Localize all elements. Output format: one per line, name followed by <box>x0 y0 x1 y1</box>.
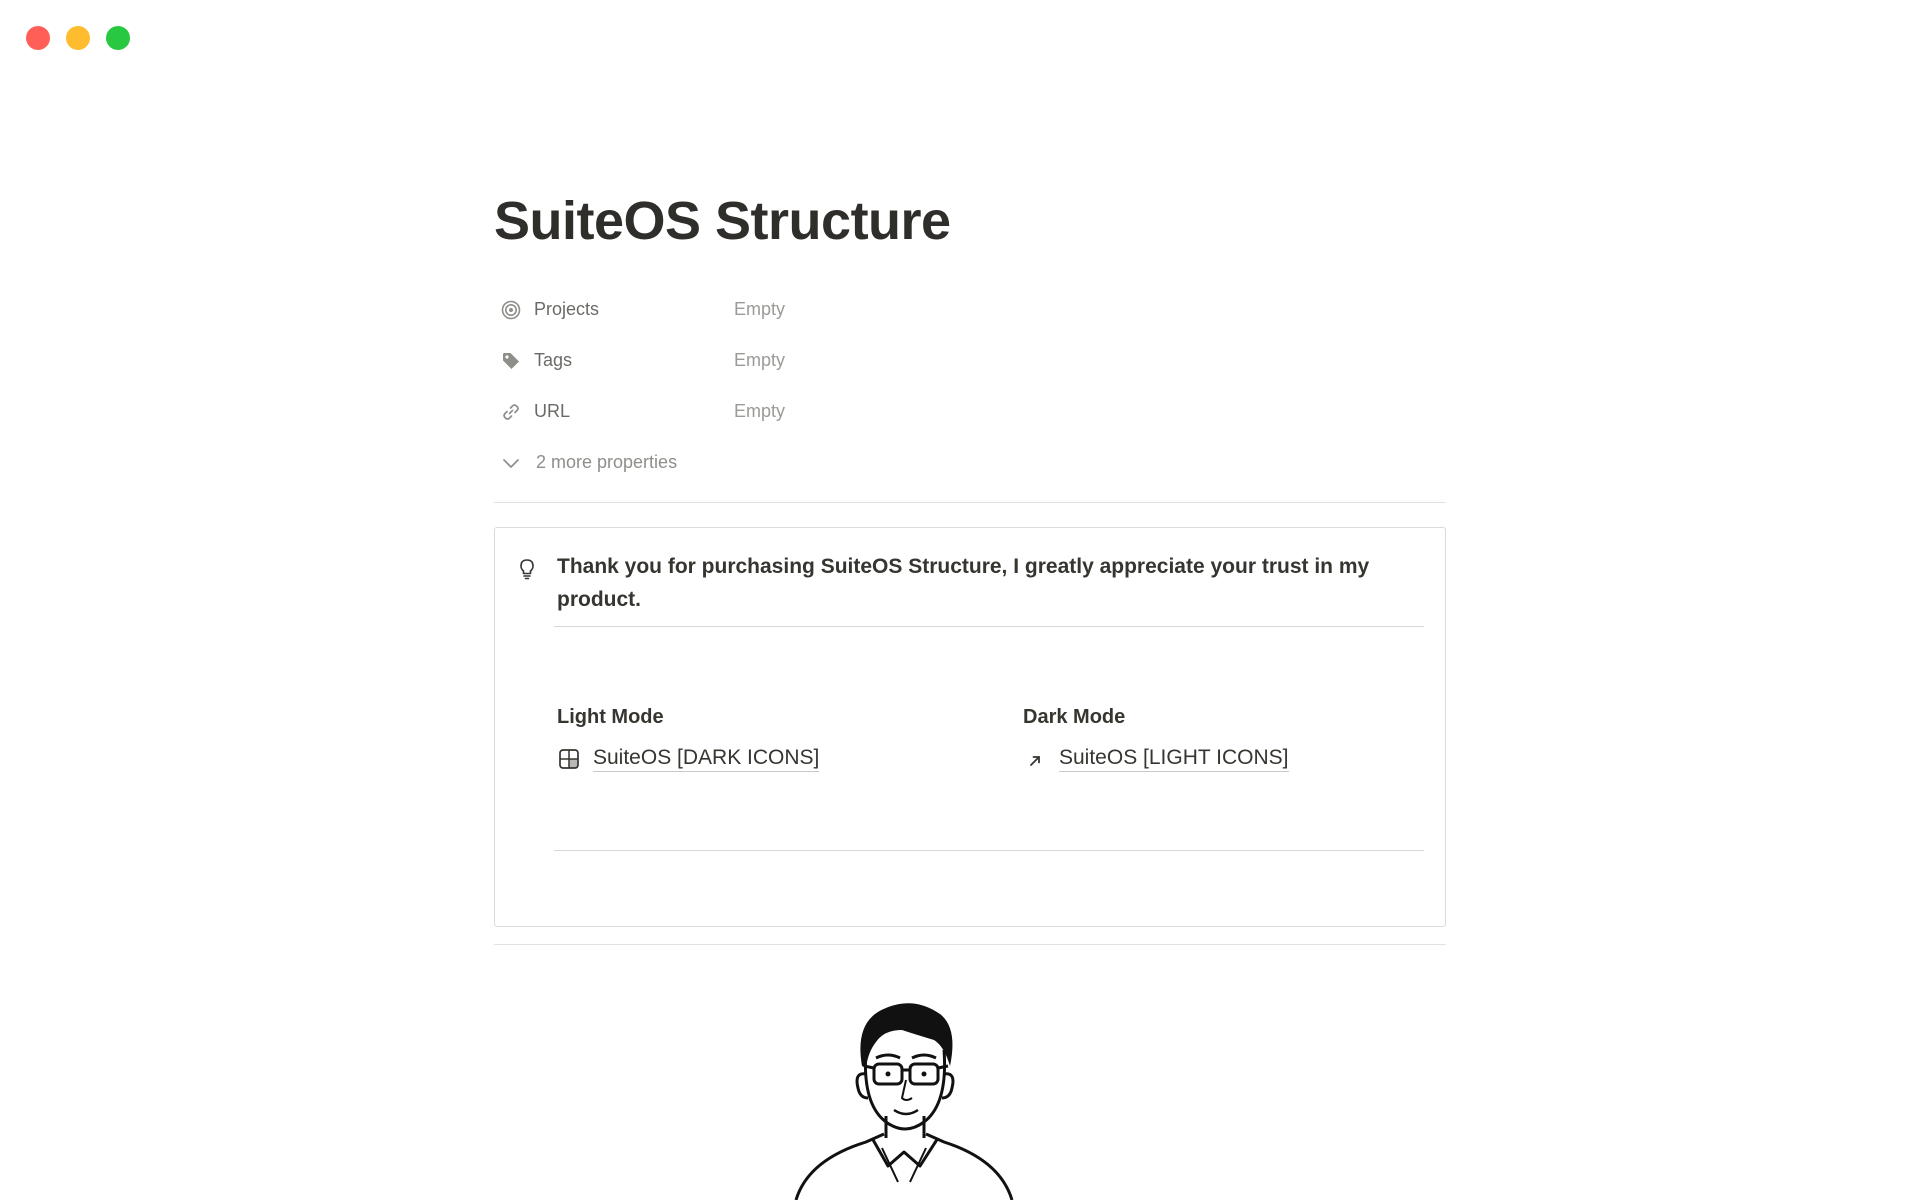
property-row-url[interactable] <box>494 386 1446 437</box>
dark-mode-link-label: SuiteOS [LIGHT ICONS] <box>1059 746 1289 772</box>
link-icon <box>500 401 522 423</box>
more-properties-toggle[interactable] <box>494 437 1446 488</box>
close-window-button[interactable] <box>26 26 50 50</box>
property-label: Tags <box>534 350 573 370</box>
light-mode-column <box>557 706 819 772</box>
light-mode-heading[interactable]: Light Mode <box>557 706 664 728</box>
callout-divider-top <box>554 626 1424 627</box>
properties-list <box>494 284 1446 488</box>
light-mode-link[interactable] <box>557 746 819 772</box>
callout-block[interactable] <box>494 527 1446 927</box>
property-name <box>494 401 734 423</box>
chevron-down-icon <box>500 452 522 474</box>
window-controls <box>26 26 130 50</box>
light-mode-link-label: SuiteOS [DARK ICONS] <box>593 746 819 772</box>
minimize-window-button[interactable] <box>66 26 90 50</box>
properties-divider <box>494 502 1446 503</box>
author-portrait <box>794 994 1014 1200</box>
target-icon <box>500 299 522 321</box>
author-portrait-illustration <box>794 994 1014 1200</box>
property-label: URL <box>534 401 571 421</box>
dark-mode-heading[interactable]: Dark Mode <box>1023 706 1126 728</box>
property-name <box>494 350 734 372</box>
dark-mode-column <box>1023 706 1289 772</box>
property-row-tags[interactable] <box>494 335 1446 386</box>
page-title[interactable]: SuiteOS Structure <box>494 191 951 251</box>
tag-icon <box>500 350 522 372</box>
more-properties-label: 2 more properties <box>536 452 678 472</box>
maximize-window-button[interactable] <box>106 26 130 50</box>
callout-divider-bottom <box>554 850 1424 851</box>
dark-mode-link[interactable] <box>1023 746 1289 772</box>
property-value[interactable]: Empty <box>734 299 786 319</box>
arrow-up-right-icon <box>1023 747 1047 771</box>
section-divider <box>494 944 1446 945</box>
property-row-projects[interactable] <box>494 284 1446 335</box>
property-name <box>494 299 734 321</box>
lightbulb-icon <box>517 558 537 580</box>
property-value[interactable]: Empty <box>734 401 786 421</box>
page-grid-icon <box>557 747 581 771</box>
callout-text[interactable]: Thank you for purchasing SuiteOS Structure, I greatly appreciate your trust in my product. <box>557 555 1370 611</box>
property-value[interactable]: Empty <box>734 350 786 370</box>
property-label: Projects <box>534 299 600 319</box>
